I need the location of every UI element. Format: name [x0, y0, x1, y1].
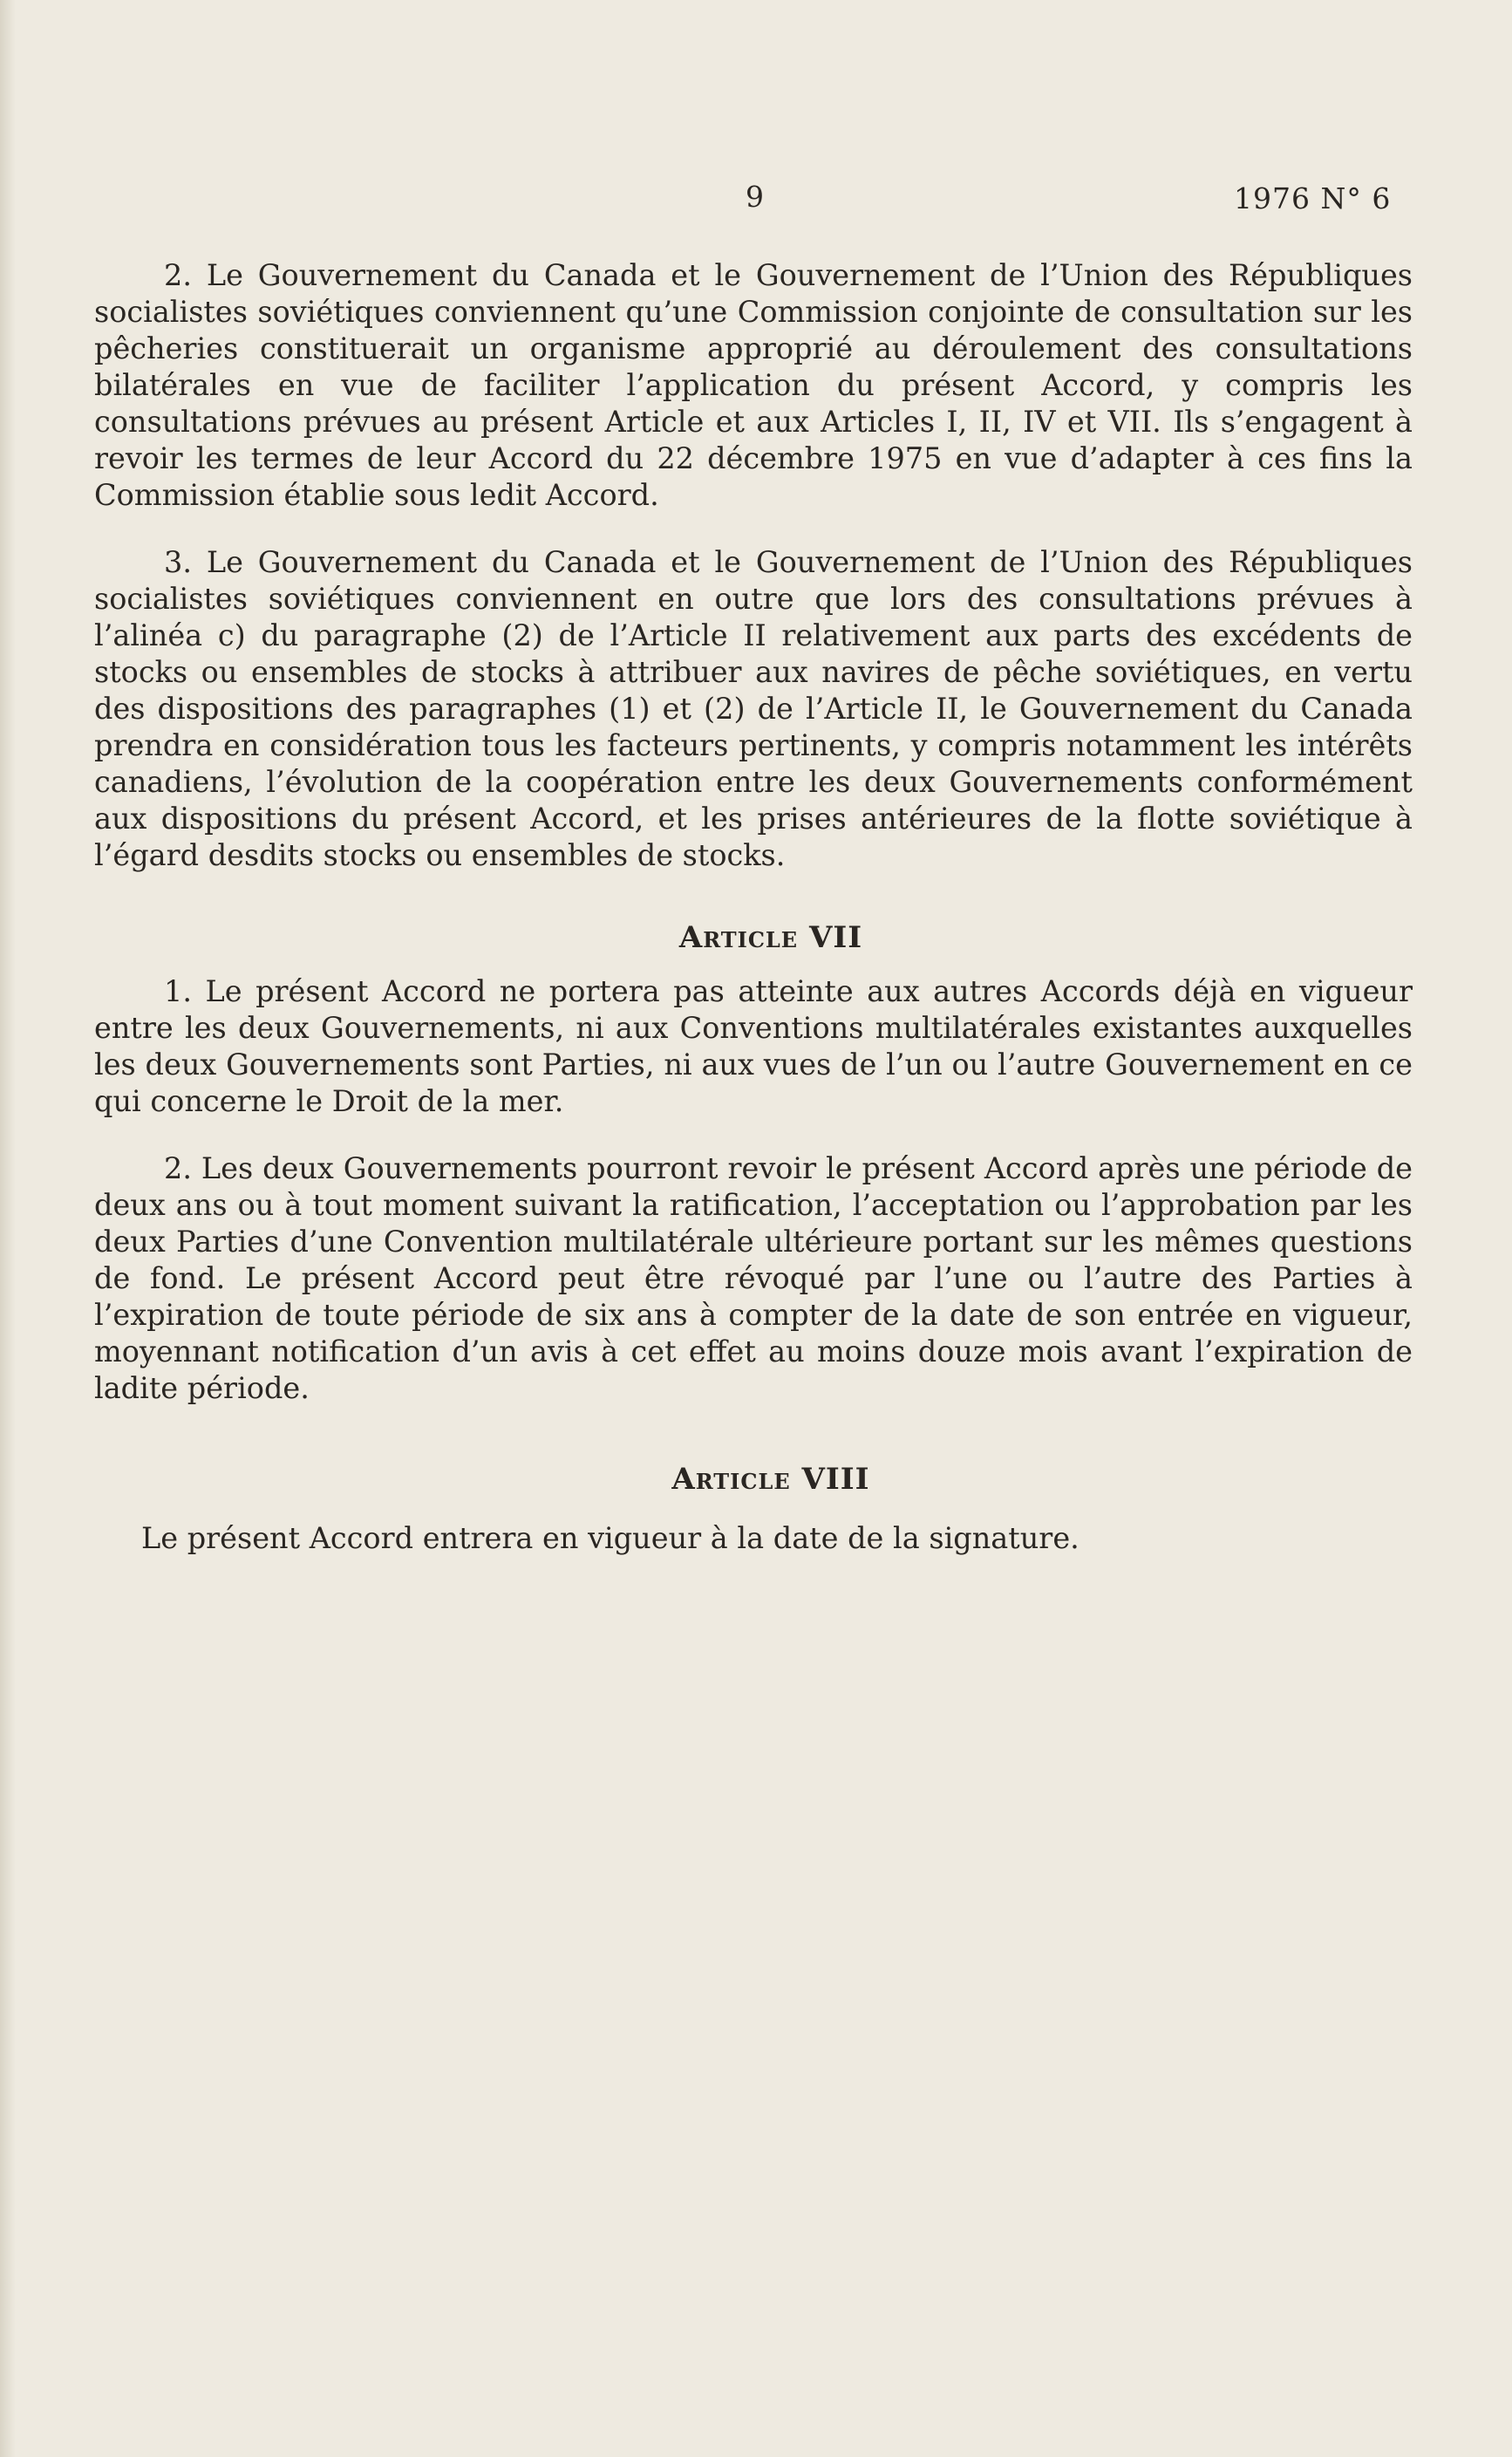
article-6-paragraph-3: 3. Le Gouvernement du Canada et le Gouvernement de l’Union des Républiques socialistes soviétiques conviennent en outre que lors des consultations prévues à l’alinéa c) du paragraphe (2) de l’Article II relativement aux parts des excédents de stocks ou ensembles de stocks à attribuer aux navires de pêche soviétiques, en vertu des dispositions des paragraphes (1) et (2) de l’Article II, le Gouvernement du Canada prendra en considération tous les facteurs pertinents, y compris notamment les intérêts canadiens, l’évolution de la coopération entre les deux Gouvernements conformément aux dispositions du présent Accord, et les prises antérieures de la flotte soviétique à l’égard desdits stocks ou ensembles de stocks. — [94, 545, 1413, 872]
article-7-paragraph-2: 2. Les deux Gouvernements pourront revoir le présent Accord après une période de deux ans ou à tout moment suivant la ratification, l’acceptation ou l’approbation par les deux Parties d’une Convention multilatérale ultérieure portant sur les mêmes questions de fond. Le présent Accord peut être révoqué par l’une ou l’autre des Parties à l’expiration de toute période de six ans à compter de la date de son entrée en vigueur, moyennant notification d’un avis à cet effet au moins douze mois avant l’expiration de ladite période. — [94, 1151, 1413, 1405]
article-viii-heading: Article VIII — [671, 1462, 870, 1497]
page-number: 9 — [746, 180, 764, 214]
page-header — [0, 180, 1512, 223]
page-edge-shadow — [0, 0, 16, 2457]
article-8-text: Le présent Accord entrera en vigueur à la date de la signature. — [141, 1521, 1080, 1555]
article-7-paragraph-1: 1. Le présent Accord ne portera pas atteinte aux autres Accords déjà en vigueur entre les deux Gouvernements, ni aux Conventions multilatérales existantes auxquelles les deux Gouvernements sont Parties, ni aux vues de l’un ou l’autre Gouvernement en ce qui concerne le Droit de la mer. — [94, 974, 1413, 1118]
document-body — [94, 257, 1413, 1557]
article-vii-heading: Article VII — [678, 920, 863, 955]
article-6-paragraph-2: 2. Le Gouvernement du Canada et le Gouvernement de l’Union des Républiques socialistes soviétiques conviennent qu’une Commission conjointe de consultation sur les pêcheries constituerait un organisme approprié au déroulement des consultations bilatérales en vue de faciliter l’application du présent Accord, y compris les consultations prévues au présent Article et aux Articles I, II, IV et VII. Ils s’engagent à revoir les termes de leur Accord du 22 décembre 1975 en vue d’adapter à ces fins la Commission établie sous ledit Accord. — [94, 258, 1413, 512]
document-reference: 1976 N° 6 — [1234, 181, 1392, 215]
